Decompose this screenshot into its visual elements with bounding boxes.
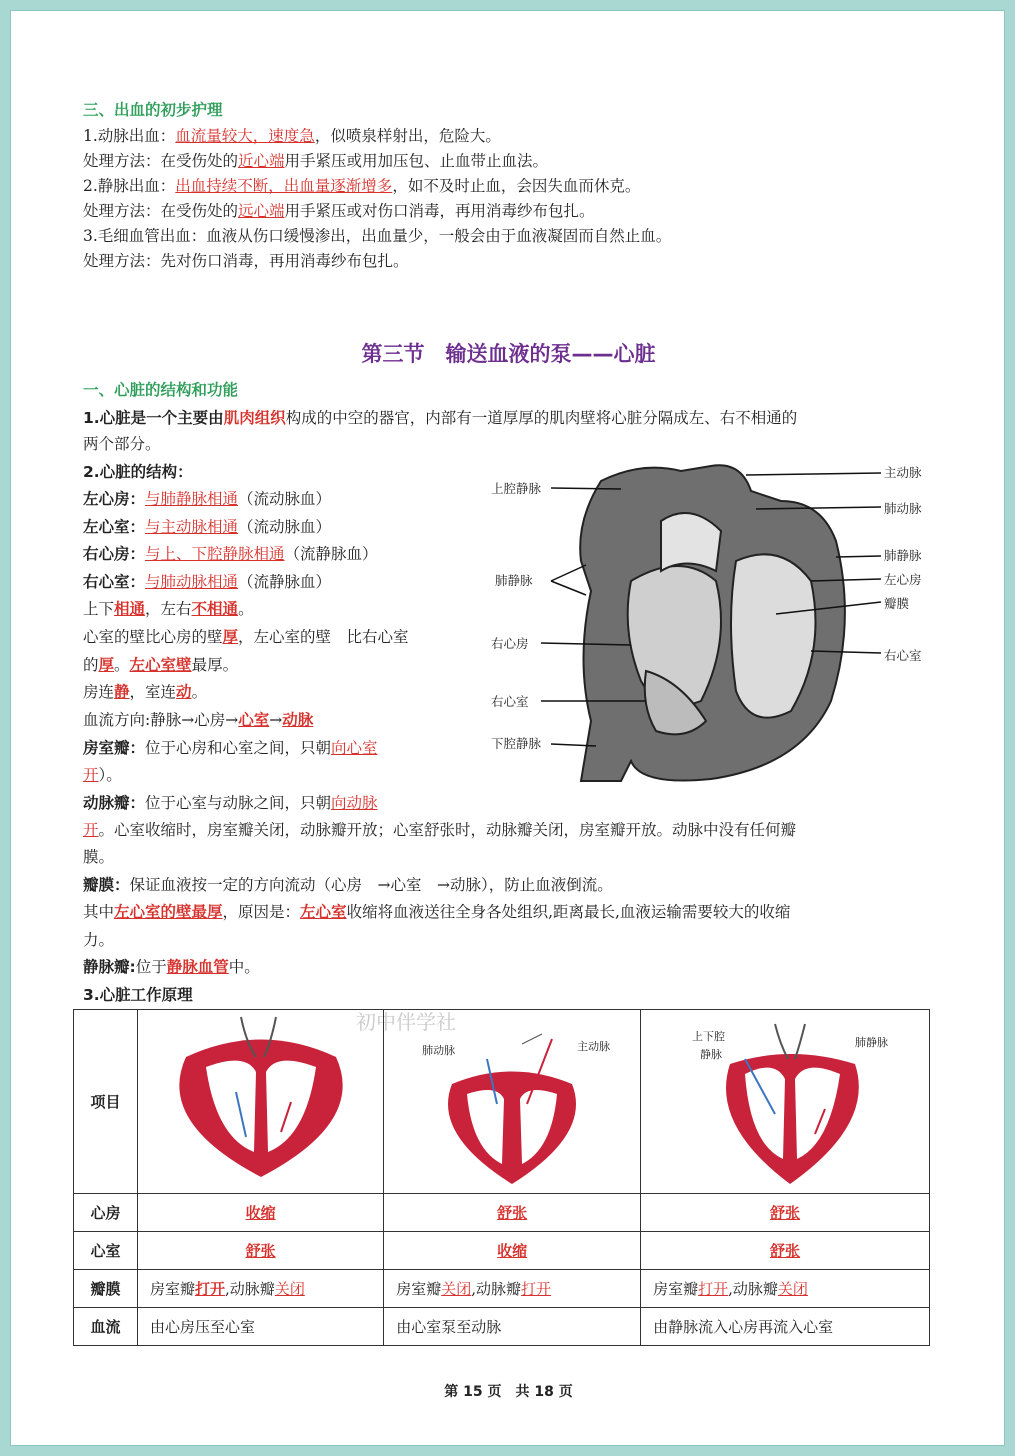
atria-state: 收缩: [245, 1204, 276, 1222]
label-pulmonary-artery-small: 肺动脉: [422, 1044, 456, 1057]
row-label-item: 项目: [74, 1010, 138, 1194]
bleeding-line-6: 处理方法：先对伤口消毒，再用消毒纱布包扎。: [83, 252, 409, 270]
heart-image-ventricular-systole: [384, 1010, 641, 1194]
av-valve-line: 房室瓣：位于心房和心室之间，只朝向心室: [83, 739, 378, 757]
row-label-valves: 瓣膜: [74, 1270, 138, 1308]
atria-state: 舒张: [770, 1204, 801, 1222]
heart-image-diastole: [641, 1010, 930, 1194]
wall-line-1: 心室的壁比心房的壁厚，左心室的壁 比右心室: [83, 628, 409, 646]
label-right-atrium: 右心房: [491, 636, 529, 651]
label-pulmonary-vein-right: 肺静脉: [884, 548, 922, 563]
thickest-wall-line-2: 力。: [83, 931, 115, 949]
flow-desc: 由静脉流入心房再流入心室: [641, 1308, 930, 1346]
label-left-atrium: 左心房: [884, 572, 922, 587]
chamber-link-line: 房连静，室连动。: [83, 683, 208, 701]
semilunar-valve-line: 动脉瓣：位于心室与动脉之间，只朝向动脉: [83, 794, 378, 812]
heart-p1-cont: 两个部分。: [83, 435, 161, 453]
left-atrium-line: 左心房：与肺静脉相通（流动脉血）: [83, 490, 332, 508]
section-title: 第三节 输送血液的泵——心脏: [361, 342, 656, 366]
label-pulmonary-vein-small: 肺静脉: [855, 1036, 889, 1049]
heart-illustration: [481, 461, 941, 791]
valve-state: 房室瓣打开,动脉瓣关闭: [641, 1270, 930, 1308]
semilunar-valve-line-3: 膜。: [83, 848, 115, 866]
heart-p3: 3.心脏工作原理: [83, 986, 193, 1004]
valve-state: 房室瓣关闭,动脉瓣打开: [384, 1270, 641, 1308]
bleeding-line-4: 处理方法：在受伤处的远心端用手紧压或对伤口消毒，再用消毒纱布包扎。: [83, 202, 595, 220]
ventricle-state: 舒张: [770, 1242, 801, 1260]
row-label-atria: 心房: [74, 1194, 138, 1232]
label-svc: 上腔静脉: [491, 481, 542, 496]
label-ivc: 下腔静脉: [491, 736, 542, 751]
label-right-ventricle: 右心室: [491, 694, 529, 709]
heart-p1: 1.心脏是一个主要由肌肉组织构成的中空的器官，内部有一道厚厚的肌肉壁将心脏分隔成左、右不相通的: [83, 409, 798, 427]
av-valve-line-2: 开）。: [83, 766, 122, 784]
document-page: [10, 10, 1005, 1446]
bleeding-line-3: 2.静脉出血：出血持续不断，出血量逐渐增多，如不及时止血，会因失血而休克。: [83, 177, 641, 195]
table-row: [74, 1270, 930, 1308]
heart-cycle-image: [146, 1012, 376, 1187]
thickest-wall-line: 其中左心室的壁最厚，原因是：左心室收缩将血液送往全身各处组织,距离最长,血液运输需要较大的收缩: [83, 903, 791, 921]
row-label-ventricles: 心室: [74, 1232, 138, 1270]
label-pulmonary-artery: 肺动脉: [884, 501, 922, 516]
label-vein-small: 静脉: [700, 1048, 723, 1061]
bleeding-heading: 三、出血的初步护理: [83, 101, 223, 119]
label-aorta: 主动脉: [884, 465, 922, 480]
label-right-ventricle-right: 右心室: [884, 648, 922, 663]
flow-desc: 由心房压至心室: [138, 1308, 384, 1346]
watermark: 初中伴学社: [356, 1010, 456, 1034]
label-valve: 瓣膜: [884, 596, 910, 611]
valve-function-line: 瓣膜：保证血液按一定的方向流动（心房 →心室 →动脉），防止血液倒流。: [83, 876, 613, 894]
bleeding-line-1: 1.动脉出血：血流量较大，速度急，似喷泉样射出，危险大。: [83, 127, 501, 145]
label-pulmonary-vein: 肺静脉: [495, 573, 533, 588]
ventricle-state: 收缩: [497, 1242, 528, 1260]
row-label-flow: 血流: [74, 1308, 138, 1346]
table-row: [74, 1194, 930, 1232]
page-number: 第 15 页 共 18 页: [444, 1384, 573, 1400]
blood-flow-line: 血流方向:静脉→心房→心室→动脉: [83, 711, 314, 729]
ventricle-state: 舒张: [245, 1242, 276, 1260]
bleeding-line-2: 处理方法：在受伤处的近心端用手紧压或用加压包、止血带止血法。: [83, 152, 549, 170]
right-ventricle-line: 右心室：与肺动脉相通（流静脉血）: [83, 573, 332, 591]
heart-image-atrial-systole: [138, 1010, 384, 1194]
wall-line-2: 的厚。左心室壁最厚。: [83, 656, 239, 674]
table-row: [74, 1010, 930, 1194]
heart-heading: 一、心脏的结构和功能: [83, 381, 239, 399]
heart-anatomy-diagram: [481, 461, 941, 791]
table-row: [74, 1308, 930, 1346]
label-aorta-small: 主动脉: [577, 1040, 611, 1053]
heart-p2: 2.心脏的结构：: [83, 463, 193, 481]
venous-valve-line: 静脉瓣:位于静脉血管中。: [83, 958, 260, 976]
table-row: [74, 1232, 930, 1270]
flow-desc: 由心室泵至动脉: [384, 1308, 641, 1346]
semilunar-valve-line-2: 开。心室收缩时，房室瓣关闭，动脉瓣开放；心室舒张时，动脉瓣关闭，房室瓣开放。动脉中没有任何瓣: [83, 821, 797, 839]
label-vena-cava-small: 上下腔: [692, 1030, 726, 1043]
bleeding-line-5: 3.毛细血管出血：血液从伤口缓慢渗出，出血量少，一般会由于血液凝固而自然止血。: [83, 227, 672, 245]
atria-state: 舒张: [497, 1204, 528, 1222]
valve-state: 房室瓣打开,动脉瓣关闭: [138, 1270, 384, 1308]
heart-work-table: [73, 1009, 930, 1346]
connection-line: 上下相通，左右不相通。: [83, 600, 254, 618]
right-atrium-line: 右心房：与上、下腔静脉相通（流静脉血）: [83, 545, 378, 563]
left-ventricle-line: 左心室：与主动脉相通（流动脉血）: [83, 518, 332, 536]
